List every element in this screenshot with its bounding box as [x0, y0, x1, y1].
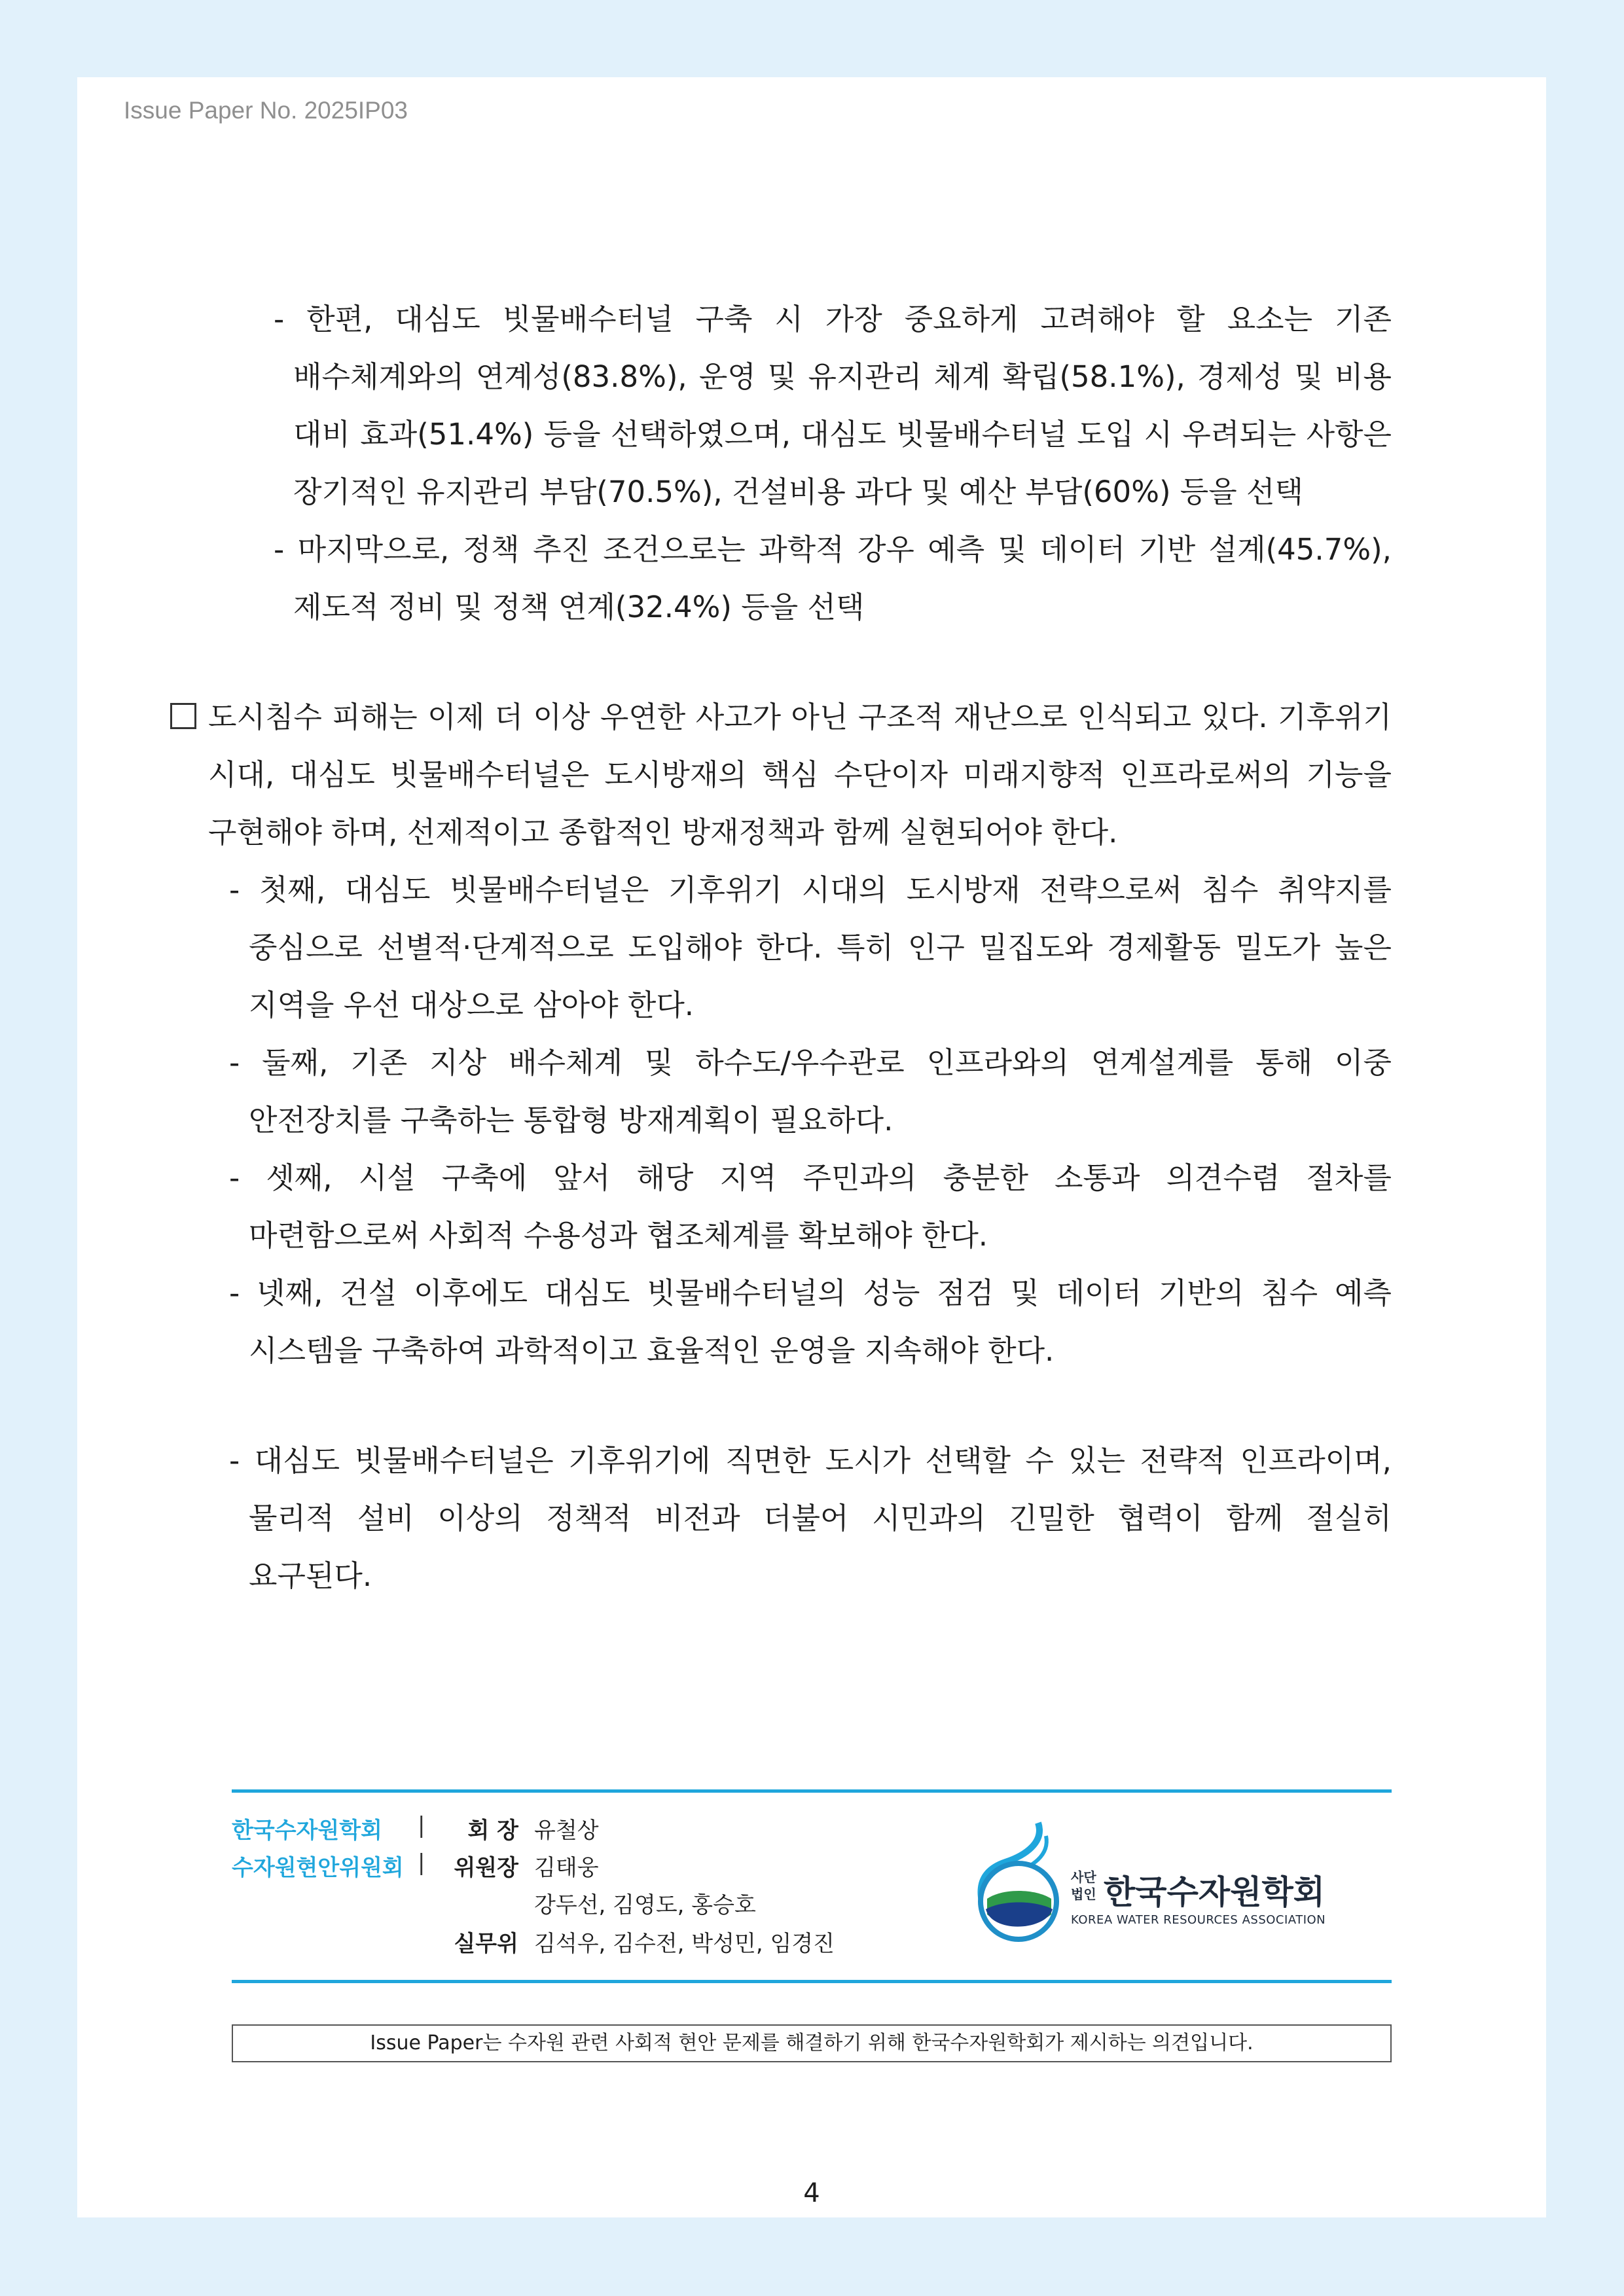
- paragraph-summary: [170, 689, 1392, 861]
- disclaimer-note: Issue Paper는 수자원 관련 사회적 현안 문제를 해결하기 위해 한국수자원학회가 제시하는 의견입니다.: [232, 2024, 1392, 2062]
- logo-name: 한국수자원학회: [1104, 1873, 1326, 1911]
- paragraph-first: [229, 861, 1392, 1034]
- text-line: 요구된다.: [249, 1558, 372, 1593]
- text-line: 배수체계와의 연계성(83.8%), 운영 및 유지관리 체계 확립(58.1%), 경제성 및 비용: [293, 359, 1392, 394]
- text-line: - 첫째, 대심도 빗물배수터널은 기후위기 시대의 도시방재 전략으로써 침수 취약지를: [229, 872, 1392, 907]
- text-line: 시스템을 구축하여 과학적이고 효율적인 운영을 지속해야 한다.: [249, 1333, 1055, 1368]
- paragraph-conclusion: [229, 1432, 1392, 1605]
- person-name: 유철상: [534, 1818, 599, 1844]
- footer-bottom-rule: [232, 1980, 1392, 1983]
- issue-number: Issue Paper No. 2025IP03: [124, 97, 408, 124]
- text-line: - 넷째, 건설 이후에도 대심도 빗물배수터널의 성능 점검 및 데이터 기반의 침수 예측: [229, 1276, 1392, 1310]
- credits-block: [232, 1793, 1392, 1980]
- paragraph-policy-conditions: [274, 521, 1392, 636]
- role-label: 회 장: [467, 1818, 518, 1844]
- page-number: 4: [803, 2178, 820, 2208]
- text-line: - 셋째, 시설 구축에 앞서 해당 지역 주민과의 충분한 소통과 의견수렴 절차를: [229, 1160, 1392, 1195]
- role-label: 실무위: [454, 1931, 518, 1957]
- page: [77, 77, 1546, 2217]
- credit-chair: [420, 1850, 599, 1882]
- association-logo: [986, 1823, 1352, 1954]
- person-names: 김석우, 김수전, 박성민, 임경진: [534, 1931, 835, 1957]
- text-line: 중심으로 선별적·단계적으로 도입해야 한다. 특히 인구 밀집도와 경제활동 밀도가 높은: [249, 930, 1392, 965]
- text-line: 물리적 설비 이상의 정책적 비전과 더불어 시민과의 긴밀한 협력이 함께 절실히: [249, 1501, 1392, 1535]
- person-names: 강두선, 김영도, 홍승호: [534, 1892, 756, 1918]
- org-name: 한국수자원학회: [232, 1818, 382, 1844]
- text-line: 안전장치를 구축하는 통합형 방재계획이 필요하다.: [249, 1103, 893, 1138]
- credit-members: [420, 1887, 756, 1919]
- text-line: 시대, 대심도 빗물배수터널은 도시방재의 핵심 수단이자 미래지향적 인프라로써의 기능을: [208, 757, 1392, 792]
- paragraph-third: [229, 1149, 1392, 1265]
- person-name: 김태웅: [534, 1855, 599, 1881]
- logo-prefix: [1071, 1869, 1096, 1903]
- paragraph-fourth: [229, 1265, 1392, 1380]
- footer: [232, 1789, 1392, 1983]
- logo-prefix-line: 법인: [1071, 1886, 1096, 1902]
- text-line: - 마지막으로, 정책 추진 조건으로는 과학적 강우 예측 및 데이터 기반 설계(45.7%),: [274, 532, 1392, 567]
- paragraph-considerations: [274, 291, 1392, 521]
- credit-working: [420, 1926, 835, 1958]
- separator: |: [418, 1812, 425, 1839]
- text-line: 마련함으로써 사회적 수용성과 협조체계를 확보해야 한다.: [249, 1218, 988, 1253]
- role-label: 위원장: [454, 1855, 518, 1881]
- paragraph-second: [229, 1034, 1392, 1149]
- text-line: 제도적 정비 및 정책 연계(32.4%) 등을 선택: [293, 590, 865, 624]
- credit-president: [420, 1812, 599, 1844]
- water-drop-logo-icon: [973, 1816, 1064, 1947]
- text-line: 대비 효과(51.4%) 등을 선택하였으며, 대심도 빗물배수터널 도입 시 우려되는 사항은: [293, 417, 1392, 452]
- text-line: - 대심도 빗물배수터널은 기후위기에 직면한 도시가 선택할 수 있는 전략적 인프라이며,: [229, 1443, 1392, 1478]
- body-content: [208, 291, 1392, 1605]
- text-line: 도시침수 피해는 이제 더 이상 우연한 사고가 아닌 구조적 재난으로 인식되고 있다. 기후위기: [208, 700, 1392, 734]
- logo-english-name: KOREA WATER RESOURCES ASSOCIATION: [1071, 1913, 1326, 1927]
- text-line: - 둘째, 기존 지상 배수체계 및 하수도/우수관로 인프라와의 연계설계를 통해 이중: [229, 1045, 1392, 1080]
- text-line: 장기적인 유지관리 부담(70.5%), 건설비용 과다 및 예산 부담(60%) 등을 선택: [293, 475, 1303, 509]
- checkbox-square-icon: [170, 703, 196, 729]
- text-line: - 한편, 대심도 빗물배수터널 구축 시 가장 중요하게 고려해야 할 요소는 기존: [274, 302, 1392, 336]
- text-line: 구현해야 하며, 선제적이고 종합적인 방재정책과 함께 실현되어야 한다.: [208, 815, 1118, 850]
- text-line: 지역을 우선 대상으로 삼아야 한다.: [249, 988, 695, 1022]
- separator: |: [418, 1850, 425, 1876]
- committee-name: 수자원현안위원회: [232, 1855, 404, 1881]
- logo-prefix-line: 사단: [1071, 1869, 1096, 1885]
